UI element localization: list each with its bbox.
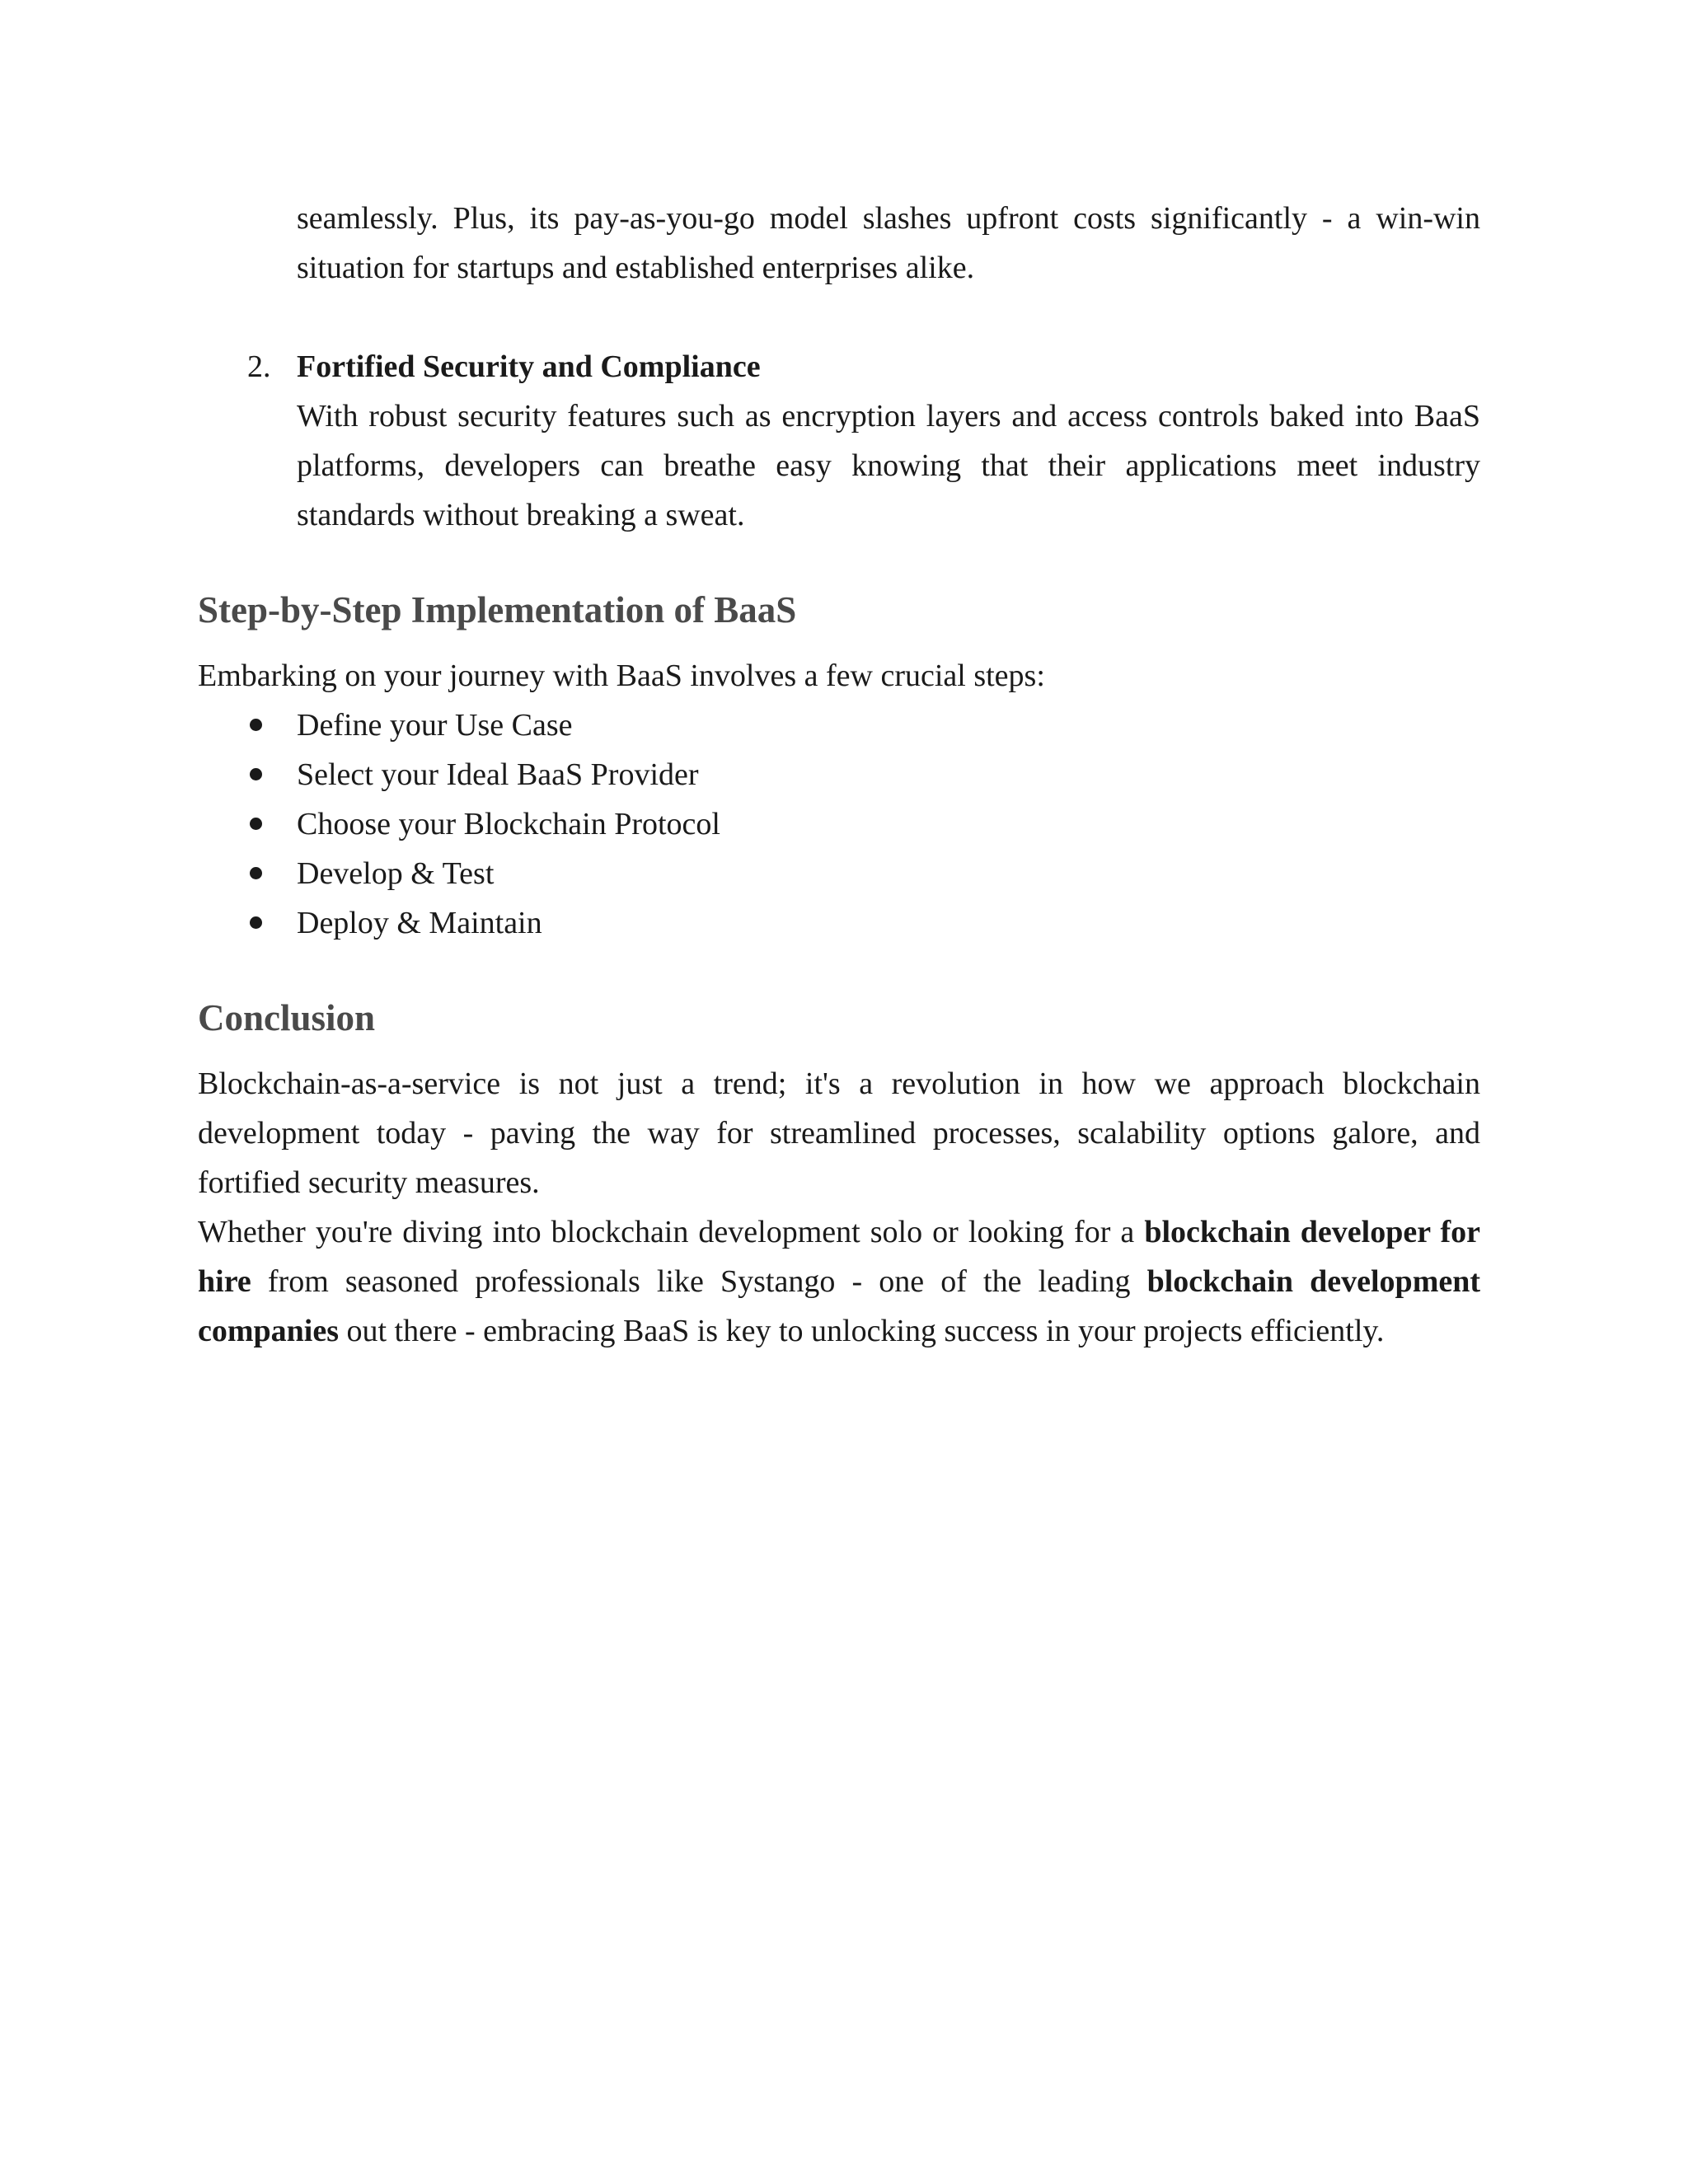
text-run: Whether you're diving into blockchain development solo or looking for a: [198, 1215, 1145, 1249]
conclusion-paragraph-1: Blockchain-as-a-service is not just a trend; it's a revolution in how we approach blockchain development today - paving the way for streamlined processes, scalability options galore, and fortified security measures.: [198, 1066, 1480, 1200]
bullet-icon: [250, 719, 262, 731]
list-item: [198, 799, 1480, 849]
numbered-list-item: [198, 342, 1480, 540]
item-text: With robust security features such as encryption layers and access controls baked into BaaS platforms, developers can breathe easy knowing that their applications meet industry standards without breaking a sweat.: [297, 399, 1480, 532]
document-page: [198, 194, 1480, 1356]
list-item: [198, 898, 1480, 948]
conclusion-heading: Conclusion: [198, 997, 376, 1038]
step-label: Select your Ideal BaaS Provider: [297, 757, 699, 792]
step-label: Choose your Blockchain Protocol: [297, 807, 720, 841]
list-item: [198, 701, 1480, 750]
bold-phrase-development-companies: blockchain development companies: [198, 1264, 1480, 1348]
steps-list: [198, 701, 1480, 948]
list-item: [198, 849, 1480, 898]
bullet-icon: [250, 867, 262, 879]
implementation-intro: Embarking on your journey with BaaS involves a few crucial steps:: [198, 658, 1045, 693]
list-item: [198, 750, 1480, 799]
text-run: out there - embracing BaaS is key to unlocking success in your projects efficiently.: [339, 1314, 1385, 1348]
bold-phrase-developer-for-hire: blockchain developer for hire: [198, 1215, 1480, 1299]
bullet-icon: [250, 818, 262, 830]
step-label: Deploy & Maintain: [297, 906, 542, 940]
conclusion-paragraph-2: [198, 1207, 1480, 1356]
bullet-icon: [250, 768, 262, 780]
list-number: 2.: [247, 349, 271, 384]
step-label: Define your Use Case: [297, 708, 573, 743]
text-run: from seasoned professionals like Systango - one of the leading: [251, 1264, 1147, 1299]
bullet-icon: [250, 916, 262, 929]
intro-continuation: seamlessly. Plus, its pay-as-you-go model slashes upfront costs significantly - a win-win situation for startups and established enterprises alike.: [297, 201, 1480, 285]
item-title: Fortified Security and Compliance: [297, 349, 761, 384]
implementation-heading: Step-by-Step Implementation of BaaS: [198, 589, 797, 630]
step-label: Develop & Test: [297, 856, 495, 891]
